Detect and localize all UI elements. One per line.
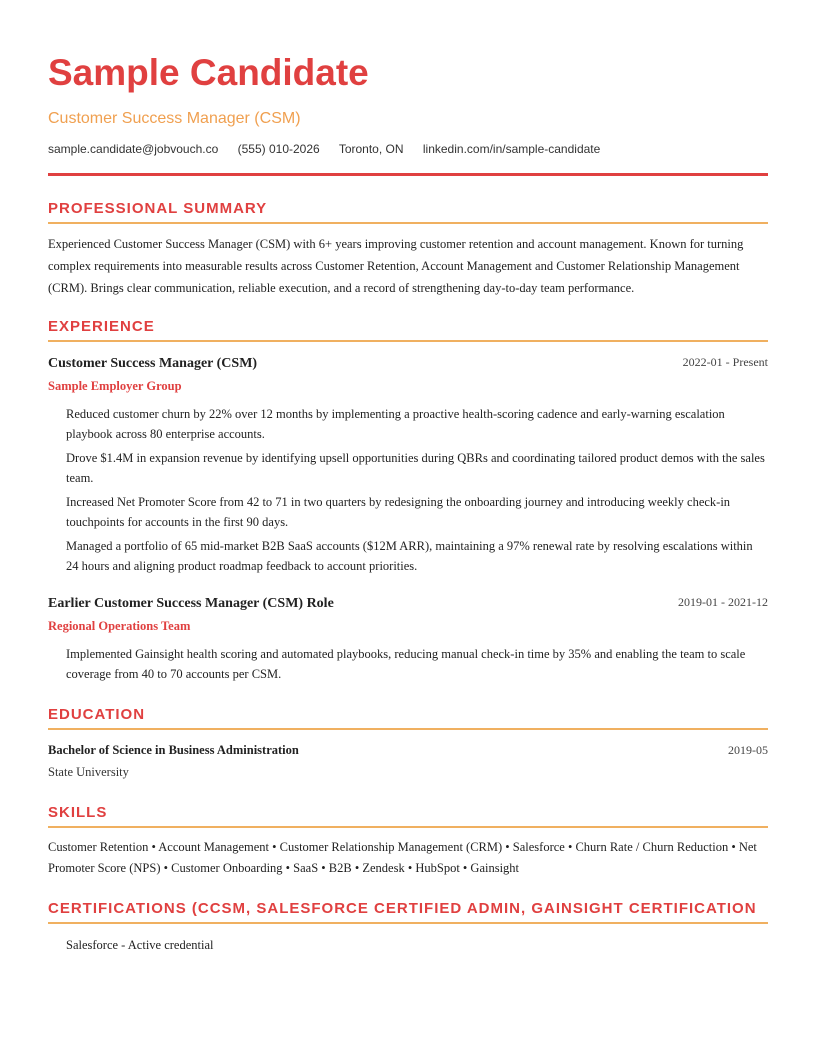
contact-line [48,142,616,156]
education-divider [48,728,768,730]
skills-divider [48,826,768,828]
certification-item: Salesforce - Active credential [66,938,214,952]
job-employer: Sample Employer Group [48,379,182,393]
job-bullet: Implemented Gainsight health scoring and automated playbooks, reducing manual check-in time by 35% and enabling the team to scale coverage from 40 to 70 accounts per CSM. [66,647,746,681]
job-bullet: Reduced customer churn by 22% over 12 months by implementing a proactive health-scoring cadence and early-warning escalation playbook across 80 enterprise accounts. [66,407,725,441]
summary-text: Experienced Customer Success Manager (CSM) with 6+ years improving customer retention and account management. Known for turning complex requirements into measurable results across Customer Retention, Account Management and Customer Relationship Management (CRM). Brings clear communication, reliable execution, and a record of strengthening day-to-day team performance. [48,237,744,295]
education-date: 2019-05 [728,743,768,757]
job-title: Earlier Customer Success Manager (CSM) Role [48,596,334,611]
education-degree: Bachelor of Science in Business Administration [48,743,299,757]
contact-phone: (555) 010-2026 [237,142,320,156]
experience-divider [48,340,768,342]
summary-divider [48,222,768,224]
job-title: Customer Success Manager (CSM) [48,356,258,371]
certifications-heading: CERTIFICATIONS (CCSM, SALESFORCE CERTIFIED ADMIN, GAINSIGHT CERTIFICATION [48,900,757,917]
experience-heading: EXPERIENCE [48,318,155,335]
education-heading: EDUCATION [48,706,146,723]
job-employer: Regional Operations Team [48,619,191,633]
contact-linkedin[interactable]: linkedin.com/in/sample-candidate [422,142,601,156]
job-dates: 2019-01 - 2021-12 [678,595,768,609]
certifications-divider [48,922,768,924]
summary-heading: PROFESSIONAL SUMMARY [48,200,268,217]
job-dates: 2022-01 - Present [682,355,768,369]
candidate-title: Customer Success Manager (CSM) [48,110,301,127]
header-divider [48,173,768,176]
contact-location: Toronto, ON [338,142,404,156]
education-school: State University [48,765,129,779]
job-bullet: Increased Net Promoter Score from 42 to 71 in two quarters by redesigning the onboarding journey and introducing weekly check-in touchpoints for accounts in the first 90 days. [66,495,731,529]
skills-heading: SKILLS [48,804,108,821]
job-bullet: Drove $1.4M in expansion revenue by identifying upsell opportunities during QBRs and coordinating tailored product demos with the sales team. [66,451,765,485]
job-bullet: Managed a portfolio of 65 mid-market B2B SaaS accounts ($12M ARR), maintaining a 97% renewal rate by resolving escalations within 24 hours and aligning product roadmap feedback to account priorities. [66,539,753,573]
contact-email[interactable]: sample.candidate@jobvouch.co [48,142,219,156]
candidate-name: Sample Candidate [48,52,369,93]
skills-text: Customer Retention • Account Management • Customer Relationship Management (CRM) • Salesforce • Churn Rate / Churn Reduction • Net Promoter Score (NPS) • Customer Onboarding • SaaS • B2B • Zendesk • HubSpot • Gainsight [48,840,757,875]
